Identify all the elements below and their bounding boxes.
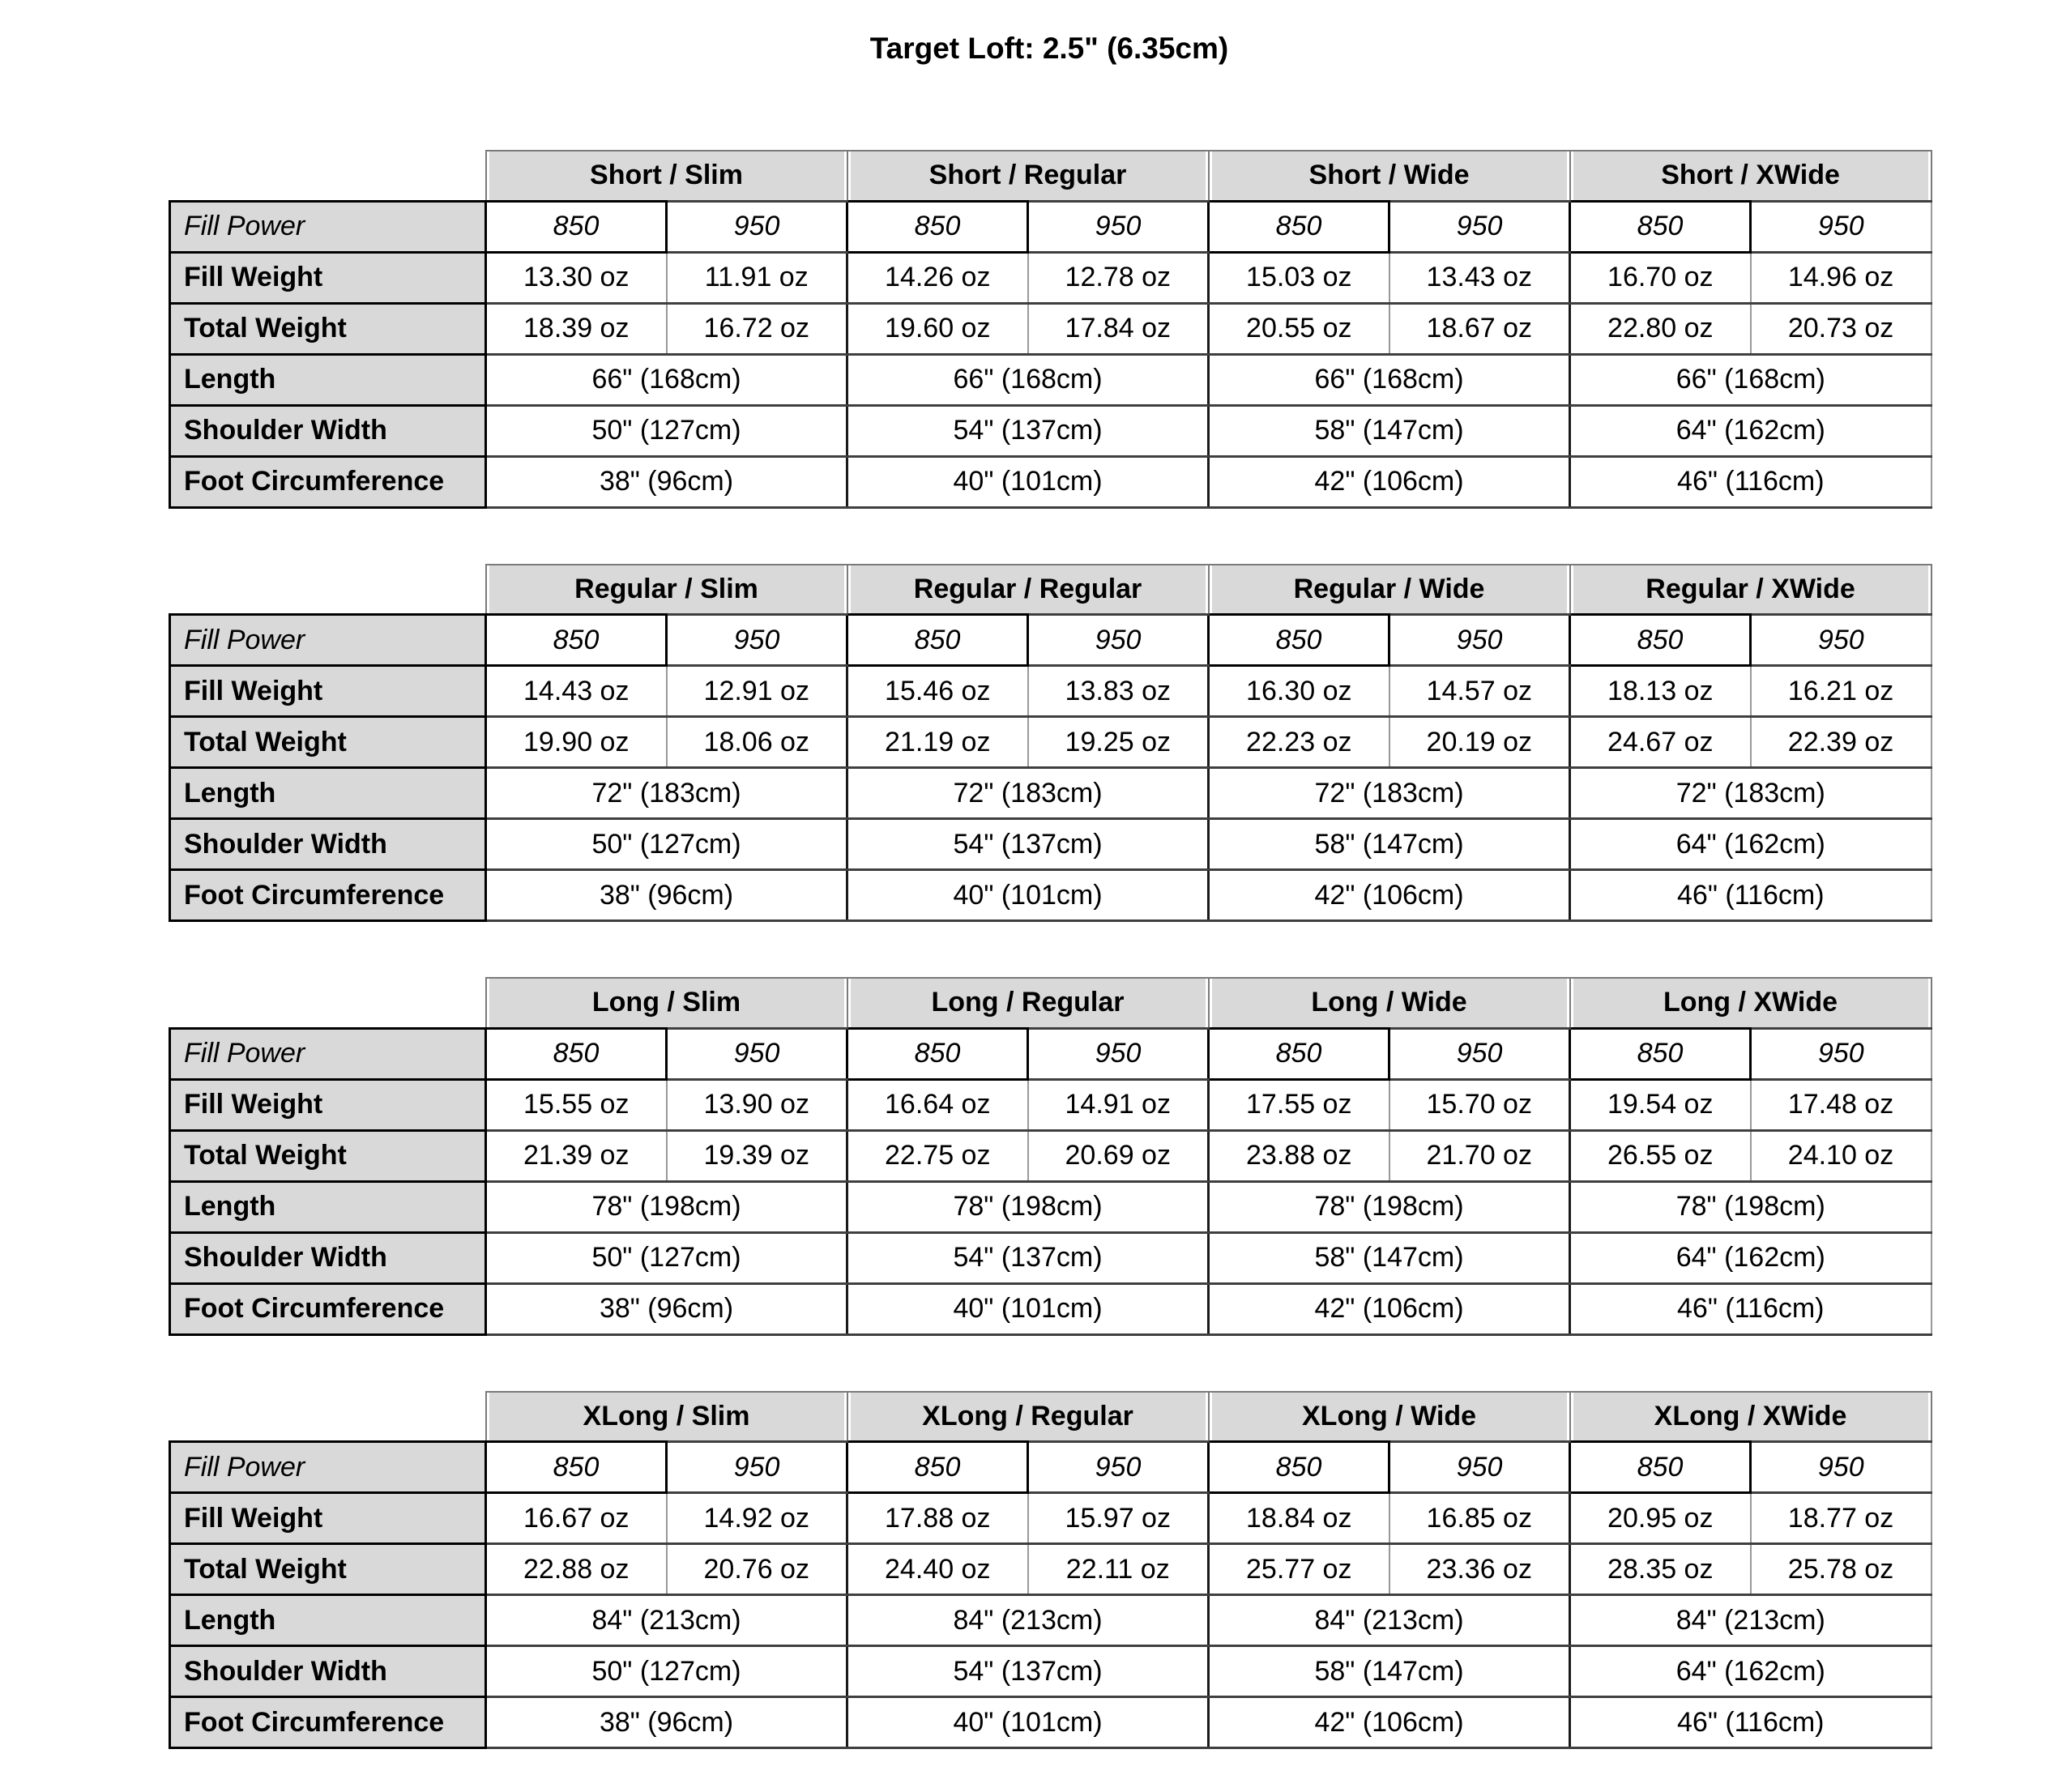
row-label-cell: Total Weight — [170, 1130, 486, 1181]
data-cell: 24.40 oz — [847, 1544, 1028, 1595]
data-cell: 16.72 oz — [667, 303, 847, 354]
group-header-cell: Long / Regular — [847, 978, 1209, 1028]
row-label-cell: Shoulder Width — [170, 1232, 486, 1283]
data-cell: 23.36 oz — [1389, 1544, 1570, 1595]
group-header-cell: Regular / XWide — [1570, 565, 1932, 615]
fill-power-cell: 850 — [1570, 1442, 1751, 1493]
data-cell: 24.10 oz — [1751, 1130, 1932, 1181]
data-cell: 12.91 oz — [667, 666, 847, 717]
data-cell: 22.23 oz — [1209, 717, 1389, 768]
merged-data-cell: 46" (116cm) — [1570, 870, 1932, 921]
fill-power-cell: 850 — [486, 1442, 667, 1493]
merged-data-cell: 38" (96cm) — [486, 1283, 847, 1334]
fill-power-cell: 850 — [1209, 615, 1389, 666]
row-label-cell: Shoulder Width — [170, 405, 486, 456]
data-cell: 24.67 oz — [1570, 717, 1751, 768]
merged-data-cell: 46" (116cm) — [1570, 456, 1932, 507]
data-cell: 16.64 oz — [847, 1079, 1028, 1130]
merged-data-cell: 38" (96cm) — [486, 456, 847, 507]
data-cell: 19.90 oz — [486, 717, 667, 768]
data-cell: 17.88 oz — [847, 1493, 1028, 1544]
data-cell: 20.95 oz — [1570, 1493, 1751, 1544]
fill-power-cell: 850 — [486, 201, 667, 252]
data-cell: 14.92 oz — [667, 1493, 847, 1544]
merged-data-cell: 84" (213cm) — [847, 1595, 1209, 1646]
merged-data-cell: 78" (198cm) — [486, 1181, 847, 1232]
fill-power-cell: 950 — [1028, 201, 1209, 252]
size-table-xlong — [169, 1391, 1932, 1750]
fill-power-cell: 950 — [667, 615, 847, 666]
fill-power-cell: 850 — [847, 201, 1028, 252]
merged-data-cell: 54" (137cm) — [847, 405, 1209, 456]
fill-power-cell: 850 — [847, 1442, 1028, 1493]
data-cell: 15.46 oz — [847, 666, 1028, 717]
data-cell: 18.13 oz — [1570, 666, 1751, 717]
fill-power-cell: 850 — [847, 615, 1028, 666]
page-title: Target Loft: 2.5" (6.35cm) — [869, 32, 1229, 65]
corner-cell — [170, 978, 486, 1028]
data-cell: 19.60 oz — [847, 303, 1028, 354]
data-cell: 22.11 oz — [1028, 1544, 1209, 1595]
merged-data-cell: 84" (213cm) — [486, 1595, 847, 1646]
data-cell: 15.97 oz — [1028, 1493, 1209, 1544]
data-cell: 13.43 oz — [1389, 252, 1570, 303]
data-cell: 17.84 oz — [1028, 303, 1209, 354]
fill-power-cell: 950 — [1389, 1442, 1570, 1493]
group-header-cell: Regular / Regular — [847, 565, 1209, 615]
row-label-cell: Fill Weight — [170, 1493, 486, 1544]
data-cell: 18.67 oz — [1389, 303, 1570, 354]
row-label-cell: Foot Circumference — [170, 870, 486, 921]
data-cell: 21.39 oz — [486, 1130, 667, 1181]
data-cell: 17.55 oz — [1209, 1079, 1389, 1130]
fill-power-cell: 850 — [486, 615, 667, 666]
data-cell: 14.26 oz — [847, 252, 1028, 303]
merged-data-cell: 64" (162cm) — [1570, 1646, 1932, 1697]
tables-root — [169, 150, 1930, 1749]
group-header-cell: Long / Wide — [1209, 978, 1570, 1028]
fill-power-cell: 850 — [1209, 1442, 1389, 1493]
merged-data-cell: 54" (137cm) — [847, 819, 1209, 870]
merged-data-cell: 46" (116cm) — [1570, 1283, 1932, 1334]
size-table-long — [169, 977, 1932, 1336]
data-cell: 17.48 oz — [1751, 1079, 1932, 1130]
merged-data-cell: 78" (198cm) — [1209, 1181, 1570, 1232]
row-label-cell: Length — [170, 354, 486, 405]
merged-data-cell: 78" (198cm) — [847, 1181, 1209, 1232]
corner-cell — [170, 1392, 486, 1442]
row-label-cell: Foot Circumference — [170, 1283, 486, 1334]
row-label-cell: Fill Power — [170, 1442, 486, 1493]
fill-power-cell: 850 — [1209, 1028, 1389, 1079]
merged-data-cell: 40" (101cm) — [847, 870, 1209, 921]
row-label-cell: Foot Circumference — [170, 456, 486, 507]
group-header-cell: XLong / Slim — [486, 1392, 847, 1442]
merged-data-cell: 66" (168cm) — [486, 354, 847, 405]
fill-power-cell: 950 — [667, 1028, 847, 1079]
fill-power-cell: 850 — [1209, 201, 1389, 252]
data-cell: 16.85 oz — [1389, 1493, 1570, 1544]
row-label-cell: Length — [170, 1181, 486, 1232]
data-cell: 21.19 oz — [847, 717, 1028, 768]
merged-data-cell: 38" (96cm) — [486, 1697, 847, 1748]
fill-power-cell: 950 — [1751, 201, 1932, 252]
data-cell: 16.21 oz — [1751, 666, 1932, 717]
fill-power-cell: 850 — [1570, 201, 1751, 252]
data-cell: 28.35 oz — [1570, 1544, 1751, 1595]
row-label-cell: Total Weight — [170, 717, 486, 768]
fill-power-cell: 950 — [1028, 615, 1209, 666]
data-cell: 11.91 oz — [667, 252, 847, 303]
data-cell: 23.88 oz — [1209, 1130, 1389, 1181]
merged-data-cell: 72" (183cm) — [1209, 768, 1570, 819]
data-cell: 16.67 oz — [486, 1493, 667, 1544]
merged-data-cell: 78" (198cm) — [1570, 1181, 1932, 1232]
data-cell: 22.39 oz — [1751, 717, 1932, 768]
merged-data-cell: 38" (96cm) — [486, 870, 847, 921]
merged-data-cell: 42" (106cm) — [1209, 1697, 1570, 1748]
fill-power-cell: 950 — [1028, 1442, 1209, 1493]
fill-power-cell: 850 — [1570, 1028, 1751, 1079]
fill-power-cell: 950 — [1751, 615, 1932, 666]
data-cell: 15.70 oz — [1389, 1079, 1570, 1130]
data-cell: 14.96 oz — [1751, 252, 1932, 303]
row-label-cell: Length — [170, 768, 486, 819]
data-cell: 22.75 oz — [847, 1130, 1028, 1181]
merged-data-cell: 42" (106cm) — [1209, 1283, 1570, 1334]
row-label-cell: Fill Weight — [170, 252, 486, 303]
merged-data-cell: 50" (127cm) — [486, 1646, 847, 1697]
fill-power-cell: 950 — [667, 1442, 847, 1493]
merged-data-cell: 50" (127cm) — [486, 1232, 847, 1283]
fill-power-cell: 950 — [1751, 1028, 1932, 1079]
merged-data-cell: 42" (106cm) — [1209, 870, 1570, 921]
row-label-cell: Fill Power — [170, 201, 486, 252]
data-cell: 18.84 oz — [1209, 1493, 1389, 1544]
data-cell: 13.90 oz — [667, 1079, 847, 1130]
row-label-cell: Total Weight — [170, 303, 486, 354]
data-cell: 14.43 oz — [486, 666, 667, 717]
merged-data-cell: 84" (213cm) — [1209, 1595, 1570, 1646]
merged-data-cell: 50" (127cm) — [486, 819, 847, 870]
row-label-cell: Foot Circumference — [170, 1697, 486, 1748]
data-cell: 20.55 oz — [1209, 303, 1389, 354]
group-header-cell: Short / XWide — [1570, 151, 1932, 201]
data-cell: 13.30 oz — [486, 252, 667, 303]
data-cell: 14.91 oz — [1028, 1079, 1209, 1130]
merged-data-cell: 84" (213cm) — [1570, 1595, 1932, 1646]
group-header-cell: Short / Wide — [1209, 151, 1570, 201]
row-label-cell: Fill Power — [170, 615, 486, 666]
data-cell: 25.78 oz — [1751, 1544, 1932, 1595]
data-cell: 12.78 oz — [1028, 252, 1209, 303]
group-header-cell: XLong / Wide — [1209, 1392, 1570, 1442]
merged-data-cell: 64" (162cm) — [1570, 405, 1932, 456]
fill-power-cell: 850 — [1570, 615, 1751, 666]
merged-data-cell: 40" (101cm) — [847, 1283, 1209, 1334]
corner-cell — [170, 151, 486, 201]
data-cell: 25.77 oz — [1209, 1544, 1389, 1595]
merged-data-cell: 64" (162cm) — [1570, 819, 1932, 870]
merged-data-cell: 42" (106cm) — [1209, 456, 1570, 507]
data-cell: 19.25 oz — [1028, 717, 1209, 768]
data-cell: 20.19 oz — [1389, 717, 1570, 768]
group-header-cell: Short / Regular — [847, 151, 1209, 201]
data-cell: 19.54 oz — [1570, 1079, 1751, 1130]
row-label-cell: Fill Weight — [170, 1079, 486, 1130]
merged-data-cell: 58" (147cm) — [1209, 405, 1570, 456]
merged-data-cell: 58" (147cm) — [1209, 819, 1570, 870]
data-cell: 15.03 oz — [1209, 252, 1389, 303]
data-cell: 19.39 oz — [667, 1130, 847, 1181]
group-header-cell: Regular / Wide — [1209, 565, 1570, 615]
data-cell: 22.88 oz — [486, 1544, 667, 1595]
fill-power-cell: 850 — [847, 1028, 1028, 1079]
merged-data-cell: 54" (137cm) — [847, 1646, 1209, 1697]
fill-power-cell: 950 — [1389, 615, 1570, 666]
data-cell: 18.06 oz — [667, 717, 847, 768]
fill-power-cell: 950 — [1028, 1028, 1209, 1079]
row-label-cell: Total Weight — [170, 1544, 486, 1595]
group-header-cell: Long / Slim — [486, 978, 847, 1028]
data-cell: 22.80 oz — [1570, 303, 1751, 354]
merged-data-cell: 58" (147cm) — [1209, 1646, 1570, 1697]
data-cell: 21.70 oz — [1389, 1130, 1570, 1181]
data-cell: 18.39 oz — [486, 303, 667, 354]
merged-data-cell: 50" (127cm) — [486, 405, 847, 456]
corner-cell — [170, 565, 486, 615]
row-label-cell: Length — [170, 1595, 486, 1646]
fill-power-cell: 950 — [1389, 201, 1570, 252]
size-table-regular — [169, 564, 1932, 923]
data-cell: 14.57 oz — [1389, 666, 1570, 717]
data-cell: 20.69 oz — [1028, 1130, 1209, 1181]
data-cell: 13.83 oz — [1028, 666, 1209, 717]
fill-power-cell: 950 — [1751, 1442, 1932, 1493]
size-table-short — [169, 150, 1932, 509]
row-label-cell: Shoulder Width — [170, 819, 486, 870]
group-header-cell: XLong / XWide — [1570, 1392, 1932, 1442]
merged-data-cell: 72" (183cm) — [847, 768, 1209, 819]
merged-data-cell: 40" (101cm) — [847, 1697, 1209, 1748]
data-cell: 26.55 oz — [1570, 1130, 1751, 1181]
merged-data-cell: 46" (116cm) — [1570, 1697, 1932, 1748]
data-cell: 18.77 oz — [1751, 1493, 1932, 1544]
fill-power-cell: 950 — [1389, 1028, 1570, 1079]
merged-data-cell: 66" (168cm) — [847, 354, 1209, 405]
group-header-cell: Regular / Slim — [486, 565, 847, 615]
sizing-chart-page — [169, 0, 1930, 1749]
data-cell: 20.73 oz — [1751, 303, 1932, 354]
group-header-cell: XLong / Regular — [847, 1392, 1209, 1442]
merged-data-cell: 58" (147cm) — [1209, 1232, 1570, 1283]
data-cell: 20.76 oz — [667, 1544, 847, 1595]
merged-data-cell: 40" (101cm) — [847, 456, 1209, 507]
group-header-cell: Long / XWide — [1570, 978, 1932, 1028]
group-header-cell: Short / Slim — [486, 151, 847, 201]
merged-data-cell: 64" (162cm) — [1570, 1232, 1932, 1283]
row-label-cell: Shoulder Width — [170, 1646, 486, 1697]
fill-power-cell: 950 — [667, 201, 847, 252]
merged-data-cell: 66" (168cm) — [1209, 354, 1570, 405]
merged-data-cell: 72" (183cm) — [1570, 768, 1932, 819]
row-label-cell: Fill Weight — [170, 666, 486, 717]
merged-data-cell: 66" (168cm) — [1570, 354, 1932, 405]
data-cell: 15.55 oz — [486, 1079, 667, 1130]
row-label-cell: Fill Power — [170, 1028, 486, 1079]
merged-data-cell: 72" (183cm) — [486, 768, 847, 819]
data-cell: 16.30 oz — [1209, 666, 1389, 717]
merged-data-cell: 54" (137cm) — [847, 1232, 1209, 1283]
fill-power-cell: 850 — [486, 1028, 667, 1079]
data-cell: 16.70 oz — [1570, 252, 1751, 303]
